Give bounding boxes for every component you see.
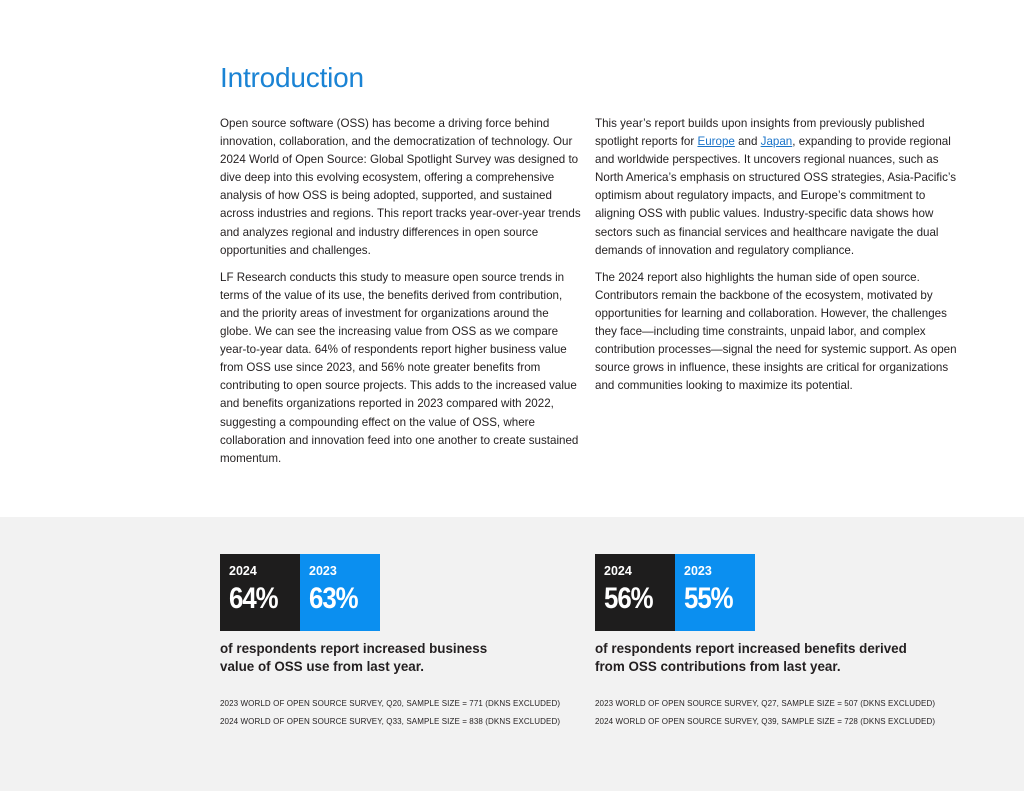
source-note: 2024 WORLD OF OPEN SOURCE SURVEY, Q39, SAMPLE SIZE = 728 (DKNS EXCLUDED) — [595, 717, 936, 726]
stat-percent: 55% — [684, 582, 733, 615]
stat-percent: 63% — [309, 582, 358, 615]
stat-year: 2024 — [229, 564, 257, 578]
stat-year: 2024 — [604, 564, 632, 578]
stat-percent: 56% — [604, 582, 653, 615]
stat-box-2023 — [675, 554, 755, 631]
page-title: Introduction — [220, 62, 364, 93]
stat-boxes — [595, 554, 965, 631]
stat-box-2023 — [300, 554, 380, 631]
stats-panel — [0, 517, 1024, 791]
left-column — [220, 115, 582, 477]
paragraph-text: , expanding to provide regional and worldwide perspectives. It uncovers regional nuances, such as North America’s emphasis on structured OSS strategies, Asia-Pacific’s optimism about regulatory impacts, and Europe’s commitment to aligning OSS with public values. Industry-specific data shows how sectors such as financial services and healthcare navigate the dual demands of innovation and regulatory compliance. — [595, 135, 957, 257]
paragraph: LF Research conducts this study to measure open source trends in terms of the value of its use, the benefits derived from contribution, and the priority areas of investment for organizations around the globe. We can see the increasing value from OSS as we compare year-to-year data. 64% of respondents report higher business value from OSS use since 2023, and 56% note greater benefits from contributing to open source projects. This adds to the increased value and benefits organizations reported in 2023 compared with 2022, suggesting a compounding effect on the value of OSS, where collaboration and innovation feed into one another to create sustained momentum. — [220, 270, 579, 465]
source-note: 2024 WORLD OF OPEN SOURCE SURVEY, Q33, SAMPLE SIZE = 838 (DKNS EXCLUDED) — [220, 717, 561, 726]
right-column — [595, 115, 957, 404]
paragraph-text: This year’s report builds upon insights from previously published spotlight reports for — [595, 117, 925, 149]
source-note: 2023 WORLD OF OPEN SOURCE SURVEY, Q20, SAMPLE SIZE = 771 (DKNS EXCLUDED) — [220, 699, 561, 708]
stat-box-2024 — [595, 554, 675, 631]
stat-source-notes — [595, 695, 965, 731]
stat-year: 2023 — [309, 564, 337, 578]
stat-contribution-benefits — [595, 554, 965, 731]
paragraph — [595, 115, 957, 260]
stat-business-value — [220, 554, 590, 731]
japan-report-link[interactable]: Japan — [760, 135, 793, 149]
stat-boxes — [220, 554, 590, 631]
source-note: 2023 WORLD OF OPEN SOURCE SURVEY, Q27, SAMPLE SIZE = 507 (DKNS EXCLUDED) — [595, 699, 936, 708]
europe-report-link[interactable]: Europe — [697, 135, 735, 149]
stat-year: 2023 — [684, 564, 712, 578]
stat-source-notes — [220, 695, 590, 731]
stat-percent: 64% — [229, 582, 278, 615]
stat-box-2024 — [220, 554, 300, 631]
paragraph: The 2024 report also highlights the human side of open source. Contributors remain the backbone of the ecosystem, motivated by opportunities for learning and collaboration. However, the challenges they face—including time constraints, unpaid labor, and complex contribution processes—signal the need for systemic support. As open source grows in influence, these insights are critical for organizations and communities looking to maximize its potential. — [595, 270, 957, 393]
stat-headline: of respondents report increased benefits derived from OSS contributions from last year. — [595, 641, 907, 674]
stat-headline: of respondents report increased business value of OSS use from last year. — [220, 641, 488, 674]
paragraph-text: and — [734, 135, 761, 149]
paragraph: Open source software (OSS) has become a driving force behind innovation, collaboration, and the democratization of technology. Our 2024 World of Open Source: Global Spotlight Survey was designed to dive deep into this evolving ecosystem, offering a comprehensive analysis of how OSS is being adopted, supported, and sustained across industries and regions. This report tracks year-over-year trends and analyzes regional and industry differences in open source opportunities and challenges. — [220, 117, 581, 257]
